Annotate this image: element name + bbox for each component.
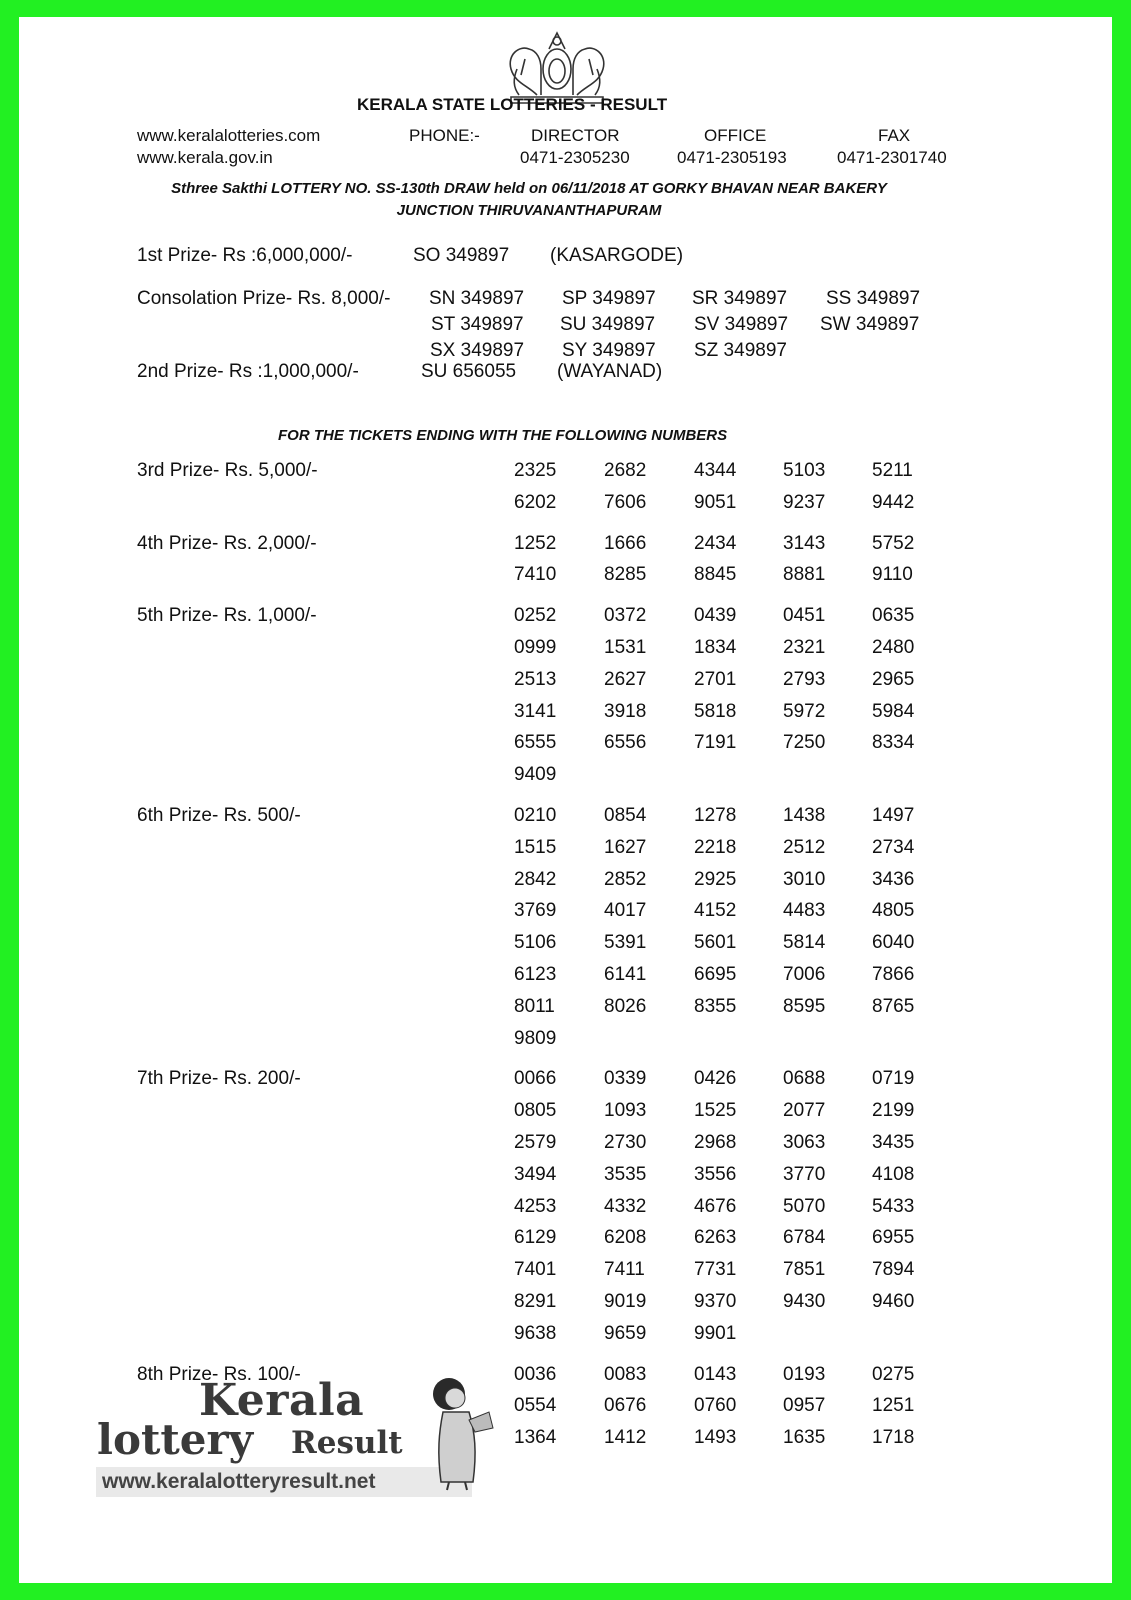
winning-number: 2793 [783,668,826,690]
winning-number: 0339 [604,1068,647,1090]
winning-number: 4152 [694,900,737,922]
winning-number: 0688 [783,1068,826,1090]
winning-number: 6695 [694,964,737,985]
winning-number: 0066 [514,1068,557,1090]
winning-number: 0451 [783,605,826,627]
winning-number: 6556 [604,732,647,754]
winning-number: 4253 [514,1195,557,1217]
winning-number: 7401 [514,1259,557,1281]
winning-number: 3010 [783,868,826,890]
winning-number: 1635 [783,1427,826,1449]
winning-number: 6955 [872,1227,915,1249]
winning-number: 0083 [604,1363,647,1385]
winning-number: 7606 [604,491,647,513]
winning-number: 6129 [514,1227,557,1249]
winning-number: 1497 [872,805,915,826]
winning-number: 9809 [514,1027,557,1049]
winning-number: 8765 [872,995,915,1017]
winning-number: 8595 [783,995,826,1017]
winning-number: 7894 [872,1259,915,1281]
watermark-result: Result [291,1425,403,1461]
winning-number: 7851 [783,1259,826,1281]
winning-number: 2199 [872,1100,915,1122]
winning-number: 1666 [604,532,647,554]
prize-label: 4th Prize- Rs. 2,000/- [137,532,317,554]
winning-number: 7006 [783,964,826,985]
fax-number: 0471-2301740 [837,148,947,167]
phone-label: PHONE:- [409,126,480,145]
winning-number: 5070 [783,1195,826,1217]
winning-number: 5433 [872,1195,915,1217]
winning-number: 3770 [783,1163,826,1185]
winning-number: 0036 [514,1363,557,1385]
winning-number: 8285 [604,564,647,586]
winning-number: 9659 [604,1322,647,1344]
director-phone: 0471-2305230 [520,148,630,167]
winning-number: 7731 [694,1259,737,1281]
winning-number: 2730 [604,1132,647,1153]
winning-number: 8011 [514,995,555,1017]
winning-number: 4332 [604,1195,647,1217]
consolation-ticket: SY 349897 [562,340,656,361]
prize-label: 6th Prize- Rs. 500/- [137,805,301,826]
website-link-gov[interactable]: www.kerala.gov.in [137,148,273,167]
prize-label: 7th Prize- Rs. 200/- [137,1068,301,1090]
winning-number: 9409 [514,764,557,786]
winning-number: 6141 [604,964,647,985]
winning-number: 0426 [694,1068,737,1090]
prize-label: 8th Prize- Rs. 100/- [137,1363,301,1385]
winning-number: 2077 [783,1100,826,1122]
winning-number: 3436 [872,868,915,890]
winning-number: 1364 [514,1427,557,1449]
winning-number: 0999 [514,637,557,658]
winning-number: 1493 [694,1427,737,1449]
winning-number: 4344 [694,460,737,481]
winning-number: 9019 [604,1291,647,1312]
winning-number: 2480 [872,637,915,658]
first-prize-place: (KASARGODE) [550,245,684,266]
consolation-ticket: SV 349897 [694,314,789,335]
winning-number: 1525 [694,1100,737,1122]
winning-number: 4805 [872,900,915,922]
winning-number: 1438 [783,805,826,826]
winning-number: 0719 [872,1068,915,1090]
watermark-lottery: lottery [97,1415,254,1464]
result-sheet [19,17,1112,1583]
consolation-ticket: SW 349897 [820,314,920,335]
watermark-kerala: Kerala [199,1375,365,1426]
winning-number: 6040 [872,932,915,954]
winning-number: 2513 [514,668,557,690]
first-prize-ticket: SO 349897 [413,245,510,266]
winning-number: 7411 [604,1259,645,1281]
winning-number: 3435 [872,1132,915,1153]
winning-number: 3141 [514,700,557,722]
winning-number: 7250 [783,732,826,754]
winning-number: 2734 [872,836,915,858]
winning-number: 8355 [694,995,737,1017]
winning-number: 0854 [604,805,647,826]
winning-number: 8334 [872,732,915,754]
consolation-ticket: SS 349897 [826,288,921,309]
winning-number: 9237 [783,491,826,513]
consolation-ticket: SX 349897 [430,340,525,361]
winning-number: 8291 [514,1291,557,1312]
winning-number: 5818 [694,700,737,722]
office-phone: 0471-2305193 [677,148,787,167]
winning-number: 9460 [872,1291,915,1312]
winning-number: 1627 [604,836,647,858]
ending-numbers-heading: FOR THE TICKETS ENDING WITH THE FOLLOWING NUMBERS [278,427,728,444]
winning-number: 8026 [604,995,647,1017]
winning-number: 2218 [694,836,737,858]
second-prize-ticket: SU 656055 [421,361,517,382]
winning-number: 2512 [783,836,826,858]
winning-number: 0805 [514,1100,557,1122]
winning-number: 0143 [694,1363,737,1385]
winning-number: 6202 [514,491,557,513]
winning-number: 6555 [514,732,557,754]
winning-number: 3143 [783,532,826,554]
winning-number: 7191 [694,732,737,754]
consolation-ticket: SN 349897 [429,288,525,309]
fax-label: FAX [878,126,911,145]
winning-number: 5601 [694,932,737,954]
winning-number: 1834 [694,637,737,658]
winning-number: 2925 [694,868,737,890]
winning-number: 1278 [694,805,737,826]
winning-number: 4483 [783,900,826,922]
winning-number: 2627 [604,668,647,690]
winning-number: 5103 [783,460,826,481]
prize-label: 5th Prize- Rs. 1,000/- [137,605,317,627]
winning-number: 3063 [783,1132,826,1153]
winning-number: 2434 [694,532,737,554]
winning-number: 0957 [783,1395,826,1417]
winning-number: 0439 [694,605,737,627]
page-title: KERALA STATE LOTTERIES - RESULT [357,95,668,114]
consolation-prize-label: Consolation Prize- Rs. 8,000/- [137,288,391,309]
second-prize-place: (WAYANAD) [557,361,663,382]
winning-number: 5972 [783,700,826,722]
winning-number: 2579 [514,1132,557,1153]
winning-number: 0372 [604,605,647,627]
winning-number: 1531 [604,637,647,658]
winning-number: 2852 [604,868,647,890]
watermark-url: www.keralalotteryresult.net [96,1467,472,1497]
first-prize-label: 1st Prize- Rs :6,000,000/- [137,245,353,266]
winning-number: 4676 [694,1195,737,1217]
winning-number: 2321 [783,637,826,658]
winning-number: 1515 [514,836,557,858]
website-link[interactable]: www.keralalotteries.com [137,126,321,145]
winning-number: 0210 [514,805,557,826]
winning-number: 5211 [872,460,913,481]
winning-number: 5106 [514,932,557,954]
draw-info-line1: Sthree Sakthi LOTTERY NO. SS-130th DRAW held on 06/11/2018 AT GORKY BHAVAN NEAR BAKERY [171,180,887,197]
winning-number: 0193 [783,1363,826,1385]
winning-number: 9430 [783,1291,826,1312]
consolation-ticket: SU 349897 [560,314,656,335]
winning-number: 0252 [514,605,557,627]
winning-number: 9442 [872,491,915,513]
winning-number: 9110 [872,564,913,586]
draw-info-line2: JUNCTION THIRUVANANTHAPURAM [396,202,662,219]
winning-number: 3535 [604,1163,647,1185]
winning-number: 0554 [514,1395,557,1417]
winning-number: 6123 [514,964,557,985]
winning-number: 3918 [604,700,647,722]
winning-number: 7410 [514,564,557,586]
winning-number: 0275 [872,1363,915,1385]
office-label: OFFICE [704,126,767,145]
winning-number: 8845 [694,564,737,586]
winning-number: 0635 [872,605,915,627]
winning-number: 7866 [872,964,915,985]
winning-number: 1251 [872,1395,915,1417]
winning-number: 2701 [694,668,737,690]
consolation-ticket: ST 349897 [431,314,524,335]
winning-number: 6208 [604,1227,647,1249]
second-prize-label: 2nd Prize- Rs :1,000,000/- [137,361,359,382]
winning-number: 0676 [604,1395,647,1417]
winning-number: 2682 [604,460,647,481]
winning-number: 1412 [604,1427,647,1449]
winning-number: 6784 [783,1227,826,1249]
winning-number: 3494 [514,1163,557,1185]
winning-number: 2325 [514,460,557,481]
winning-number: 9051 [694,491,737,513]
winning-number: 5984 [872,700,915,722]
winning-number: 3556 [694,1163,737,1185]
winning-number: 6263 [694,1227,737,1249]
winning-number: 9370 [694,1291,737,1312]
consolation-ticket: SP 349897 [562,288,656,309]
winning-number: 1718 [872,1427,915,1449]
winning-number: 9901 [694,1322,737,1344]
winning-number: 3769 [514,900,557,922]
mascot-icon [419,1372,499,1492]
winning-number: 4108 [872,1163,915,1185]
prize-label: 3rd Prize- Rs. 5,000/- [137,460,318,481]
winning-number: 5752 [872,532,915,554]
winning-number: 4017 [604,900,647,922]
winning-number: 2842 [514,868,557,890]
winning-number: 0760 [694,1395,737,1417]
winning-number: 8881 [783,564,826,586]
consolation-ticket: SZ 349897 [694,340,787,361]
consolation-ticket: SR 349897 [692,288,788,309]
winning-number: 2965 [872,668,915,690]
winning-number: 2968 [694,1132,737,1153]
winning-number: 1093 [604,1100,647,1122]
winning-number: 5814 [783,932,826,954]
winning-number: 1252 [514,532,557,554]
director-label: DIRECTOR [531,126,620,145]
winning-number: 9638 [514,1322,557,1344]
winning-number: 5391 [604,932,647,954]
